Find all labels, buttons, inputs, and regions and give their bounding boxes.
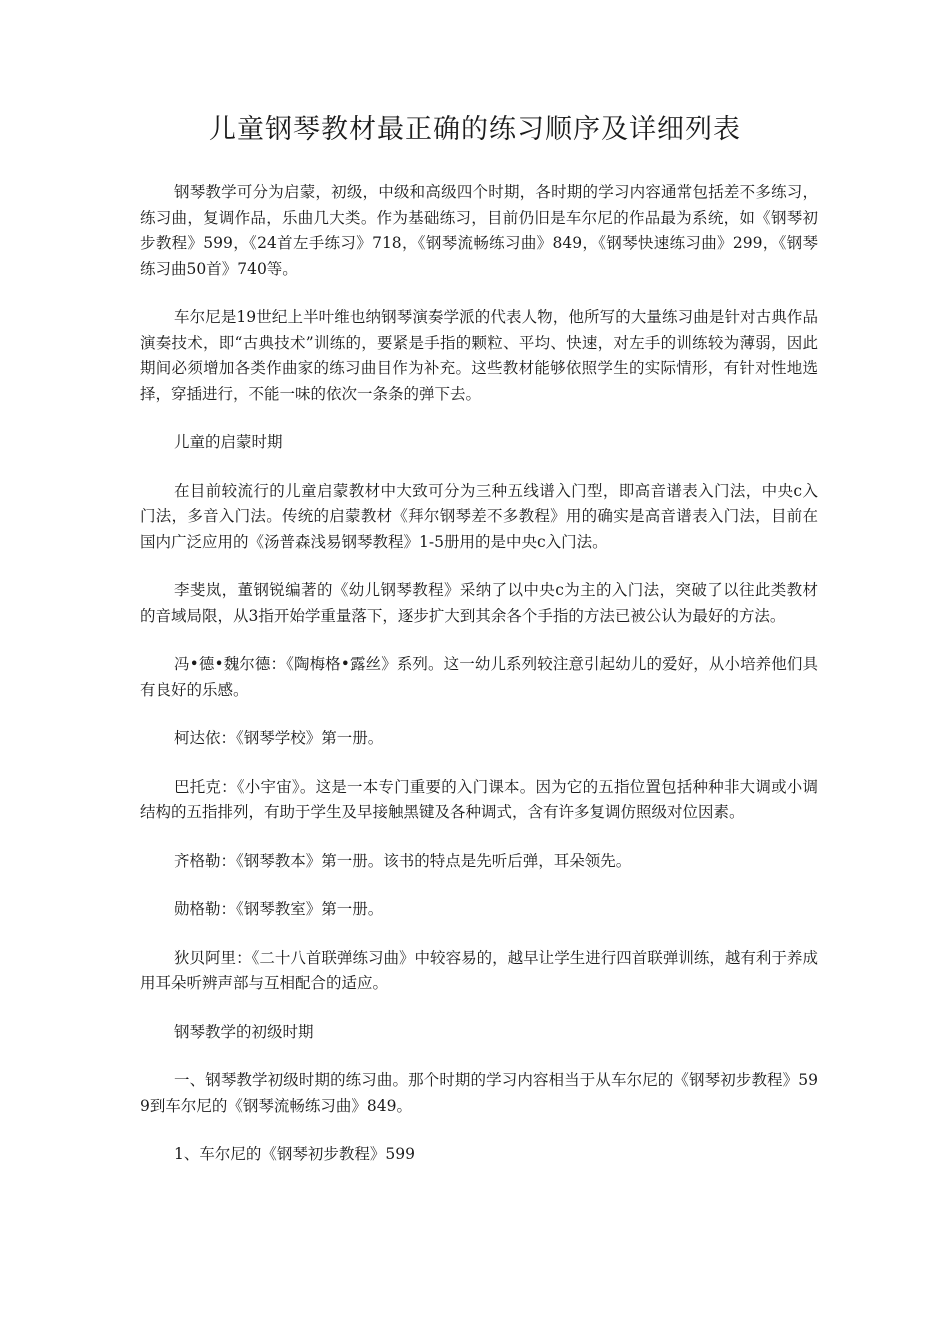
section-heading-elementary: 钢琴教学的初级时期 [174, 1022, 314, 1041]
document-body [140, 180, 818, 1191]
list-item-czerny-599: 1、车尔尼的《钢琴初步教程》599 [174, 1145, 415, 1163]
paragraph-kodaly: 柯达依：《钢琴学校》第一册。 [174, 729, 384, 747]
paragraph-schoenberg: 勋格勒：《钢琴教室》第一册。 [174, 900, 384, 918]
section-heading-enlightenment: 儿童的启蒙时期 [174, 433, 283, 451]
paragraph-entry-methods: 在目前较流行的儿童启蒙教材中大致可分为三种五线谱入门型，即高音谱表入门法，中央c入门法，多音入门法。传统的启蒙教材《拜尔钢琴差不多教程》用的确实是高音谱表入门法，目前在国内广泛应用的《汤普森浅易钢琴教程》1-5册用的是中央c入门法。 [140, 481, 818, 551]
paragraph-intro: 钢琴教学可分为启蒙，初级，中级和高级四个时期，各时期的学习内容通常包括差不多练习，练习曲，复调作品，乐曲几大类。作为基础练习，目前仍旧是车尔尼的作品最为系统，如《钢琴初步教程》599，《24首左手练习》718，《钢琴流畅练习曲》849，《钢琴快速练习曲》299，《钢琴练习曲50首》740等。 [140, 183, 818, 278]
paragraph-bartok: 巴托克：《小宇宙》。这是一本专门重要的入门课本。因为它的五指位置包括种种非大调或小调结构的五指排列，有助于学生及早接触黑键及各种调式，含有许多复调仿照级对位因素。 [140, 777, 818, 821]
paragraph-ziegler: 齐格勒：《钢琴教本》第一册。该书的特点是先听后弹，耳朵领先。 [174, 851, 632, 870]
paragraph-weirde: 冯•德•魏尔德：《陶梅格•露丝》系列。这一幼儿系列较注意引起幼儿的爱好，从小培养他们具有良好的乐感。 [140, 655, 818, 699]
document-title: 儿童钢琴教材最正确的练习顺序及详细列表 [209, 114, 741, 145]
paragraph-elementary-etudes: 一、钢琴教学初级时期的练习曲。那个时期的学习内容相当于从车尔尼的《钢琴初步教程》599到车尔尼的《钢琴流畅练习曲》849。 [140, 1071, 818, 1115]
paragraph-li-feilan: 李斐岚，董钢锐编著的《幼儿钢琴教程》采纳了以中央c为主的入门法，突破了以往此类教材的音域局限，从3指开始学重量落下，逐步扩大到其余各个手指的方法已被公认为最好的方法。 [140, 581, 818, 625]
paragraph-czerny: 车尔尼是19世纪上半叶维也纳钢琴演奏学派的代表人物，他所写的大量练习曲是针对古典作品演奏技术，即“古典技术”训练的，要紧是手指的颗粒、平均、快速，对左手的训练较为薄弱，因此期间必须增加各类作曲家的练习曲目作为补充。这些教材能够依照学生的实际情形，有针对性地选择，穿插进行，不能一味的依次一条条的弹下去。 [140, 308, 818, 403]
paragraph-diabelli: 狄贝阿里：《二十八首联弹练习曲》中较容易的，越早让学生进行四首联弹训练，越有利于养成用耳朵听辨声部与互相配合的适应。 [140, 948, 818, 992]
